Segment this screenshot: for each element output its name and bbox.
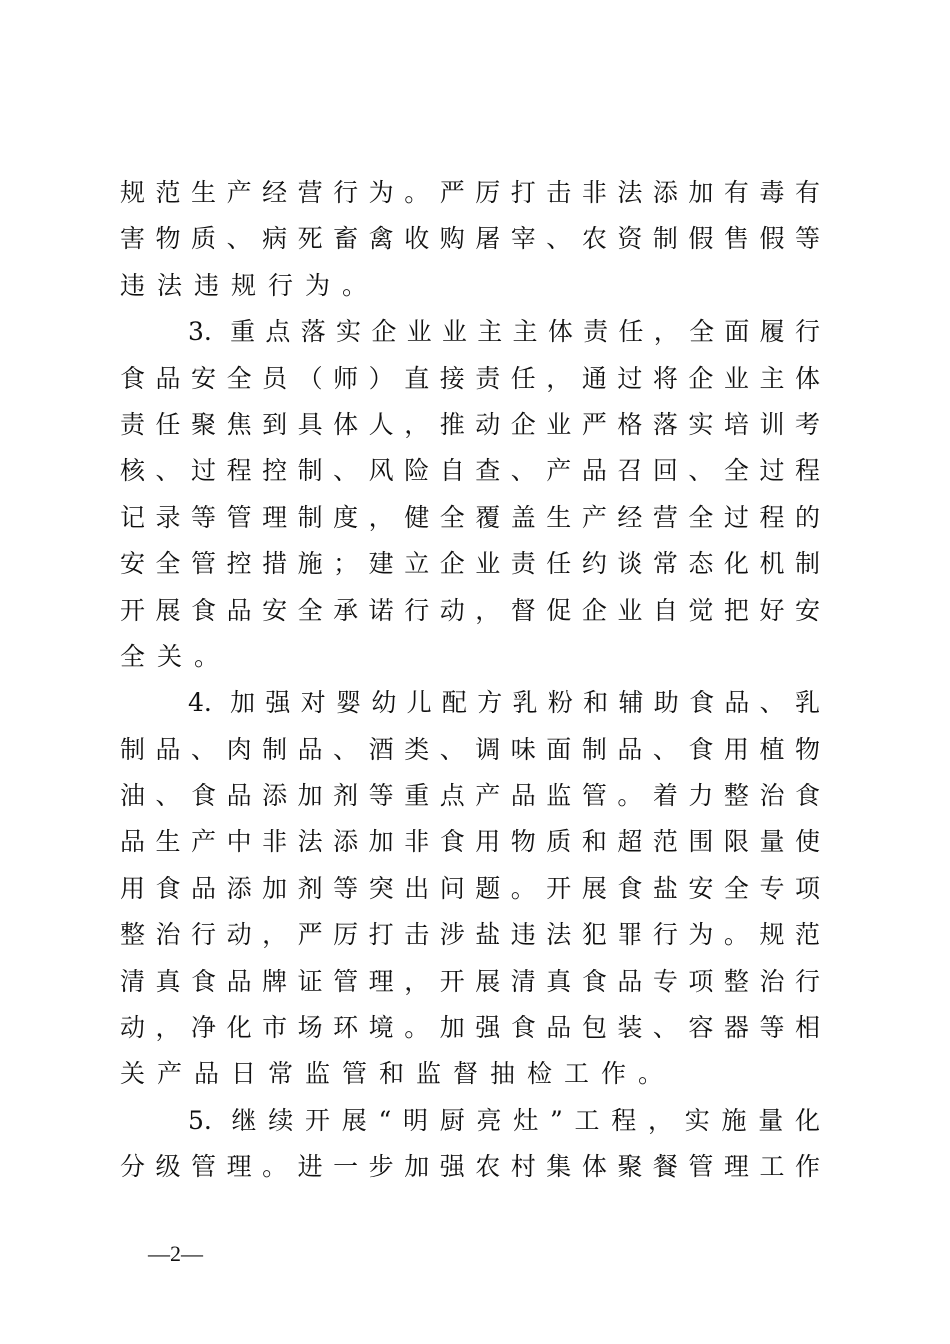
text-line: 品生产中非法添加非食用物质和超范围限量使 bbox=[120, 827, 820, 857]
text-line: 责任聚焦到具体人，推动企业严格落实培训考 bbox=[120, 409, 820, 439]
text-line: 3. 重点落实企业业主主体责任，全面履行 bbox=[188, 317, 820, 347]
text-line: 关产品日常监管和监督抽检工作。 bbox=[120, 1059, 676, 1089]
text-line: 核、过程控制、风险自查、产品召回、全过程 bbox=[120, 456, 820, 486]
text-line: 油、食品添加剂等重点产品监管。着力整治食 bbox=[120, 781, 820, 811]
text-line: 记录等管理制度，健全覆盖生产经营全过程的 bbox=[120, 502, 820, 532]
text-line: 清真食品牌证管理，开展清真食品专项整治行 bbox=[120, 966, 820, 996]
text-line: 4. 加强对婴幼儿配方乳粉和辅助食品、乳 bbox=[188, 688, 820, 718]
text-line: 分级管理。进一步加强农村集体聚餐管理工作 bbox=[120, 1152, 820, 1182]
text-line: 安全管控措施；建立企业责任约谈常态化机制 bbox=[120, 549, 820, 579]
text-line: 开展食品安全承诺行动，督促企业自觉把好安 bbox=[120, 595, 820, 625]
text-line: 害物质、病死畜禽收购屠宰、农资制假售假等 bbox=[120, 224, 820, 254]
body-text bbox=[120, 170, 820, 1191]
text-line: 用食品添加剂等突出问题。开展食盐安全专项 bbox=[120, 873, 820, 903]
text-line: 整治行动，严厉打击涉盐违法犯罪行为。规范 bbox=[120, 920, 820, 950]
page-number: —2— bbox=[148, 1241, 203, 1266]
text-line: 全关。 bbox=[120, 641, 232, 671]
text-line: 5. 继续开展“明厨亮灶”工程，实施量化 bbox=[188, 1105, 820, 1135]
text-line: 制品、肉制品、酒类、调味面制品、食用植物 bbox=[120, 734, 820, 764]
text-line: 动，净化市场环境。加强食品包装、容器等相 bbox=[120, 1013, 820, 1043]
text-line: 食品安全员（师）直接责任，通过将企业主体 bbox=[120, 363, 820, 393]
text-line: 违法违规行为。 bbox=[120, 270, 380, 300]
text-line: 规范生产经营行为。严厉打击非法添加有毒有 bbox=[120, 178, 820, 207]
